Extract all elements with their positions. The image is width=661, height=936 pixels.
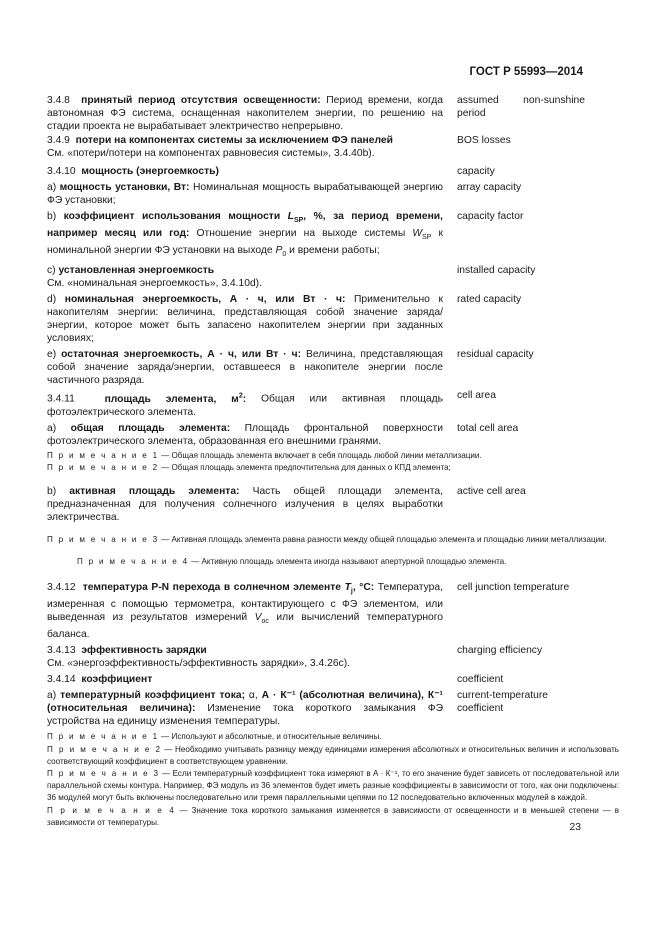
definition: и времени работы; — [286, 245, 380, 257]
term-part: , °С: — [352, 582, 375, 594]
term — [82, 582, 375, 596]
note-a1 — [47, 450, 619, 462]
subscript: oc — [261, 618, 269, 626]
note-text: — Если температурный коэффициент тока измеряют в А · К⁻¹, то его значение будет зависеть от последовательной или параллельной схемы контура. Например, ФЭ модуль из 36 элементов будет иметь разные коэффициенты в зависимости от того, как они подключены: 36 модулей могут быть включены последовательно или тремя параллельными цепями по 12 последовательно включенных модулей в каждой. — [47, 769, 619, 803]
term: установленная энергоемкость — [58, 265, 215, 277]
cross-reference: См. «номинальная энергоемкость», 3.4.10d). — [47, 278, 262, 290]
english-term: residual capacity — [457, 349, 534, 361]
english-term: assumed non-sunshine period — [457, 95, 585, 119]
note-c4 — [47, 805, 619, 829]
english-term: cell area — [457, 390, 496, 402]
entry-3-4-13 — [47, 644, 619, 670]
definition: Общая или активная площадь фотоэлектрического элемента. — [47, 393, 443, 418]
term: коэффициент — [81, 674, 153, 686]
item-mark: а) — [47, 690, 57, 702]
note-b3 — [47, 534, 619, 546]
item-mark: а) — [47, 182, 57, 193]
term: А · К⁻¹ (абсолютная величина), К⁻¹ (относительная величина): — [47, 690, 443, 715]
term: активная площадь элемента: — [69, 485, 240, 497]
english-term: installed capacity — [457, 265, 536, 277]
english-term: rated capacity — [457, 294, 522, 306]
term — [105, 394, 247, 405]
cross-reference: См. «энергоэффективность/эффективность зарядки», 3.4.26c). — [47, 658, 350, 670]
subscript: SP — [422, 234, 432, 242]
term: мощность установки, Вт: — [59, 182, 190, 193]
superscript: 2 — [238, 392, 243, 400]
term-part: , %, за период времени, например месяц или год: — [47, 211, 443, 240]
entry-number: 3.4.9 — [47, 135, 70, 146]
note-text: — Активная площадь элемента равна разности между общей площадью элемента и площадью линии металлизации. — [158, 534, 607, 544]
term: мощность (энергоемкость) — [81, 166, 219, 177]
note-label: П р и м е ч а н и е 3 — [47, 769, 160, 779]
note-label: П р и м е ч а н и е 2 — [47, 462, 159, 472]
note-b4 — [47, 556, 619, 568]
english-term: total cell area — [457, 422, 519, 434]
english-term: current-temperature coefficient — [457, 690, 548, 715]
term: потери на компонентах системы за исключением ФЭ панелей — [75, 135, 393, 146]
note-a2 — [47, 462, 619, 474]
definition: Величина, представляющая собой значение заряда/энергии, оставшееся в накопителе энергии после частичного разряда. — [47, 349, 443, 387]
item-mark: d) — [47, 294, 57, 306]
document-body — [47, 94, 619, 829]
entry-3-4-9 — [47, 134, 619, 160]
note-text: — Общая площадь элемента предпочтительна для данных о КПД элемента; — [158, 462, 451, 472]
note-label: П р и м е ч а н и е 3 — [47, 534, 159, 544]
term-part: коэффициент использования мощности — [63, 211, 288, 222]
definition: Номинальная мощность вырабатывающей энергию ФЭ установки; — [47, 182, 444, 206]
note-label: П р и м е ч а н и е 1 — [47, 732, 159, 742]
entry-number: 3.4.14 — [47, 674, 76, 686]
subscript: 0 — [282, 251, 287, 259]
note-c2 — [47, 744, 619, 768]
term: эффективность зарядки — [81, 645, 207, 657]
item-mark: а) — [47, 422, 57, 434]
entry-3-4-14 — [47, 673, 619, 686]
note-text: — Значение тока короткого замыкания изменяется в зависимости от освещенности и в меньшей степени — в зависимости от температуры. — [47, 805, 619, 827]
note-text: — Активную площадь элемента иногда называют апертурной площадью элемента. — [188, 557, 507, 567]
entry-3-4-10-c — [47, 264, 619, 290]
entry-3-4-8 — [47, 94, 619, 133]
note-label: П р и м е ч а н и е 2 — [47, 744, 162, 754]
term-part: : — [242, 393, 247, 405]
term-part: площадь элемента, м — [104, 393, 239, 405]
entry-number: 3.4.10 — [47, 166, 76, 177]
term: общая площадь элемента: — [70, 422, 231, 434]
symbol: L — [287, 211, 294, 222]
term: температурный коэффициент тока; — [60, 690, 246, 702]
entry-3-4-10-e — [47, 348, 619, 387]
english-term: active cell area — [457, 485, 526, 497]
term: номинальная энергоемкость, А · ч, или Вт · ч: — [64, 294, 346, 306]
definition: Период времени, когда автономная ФЭ система, оснащенная накопителем энергии, по решению на стадии проекта не вырабатывает электричество непрерывно. — [47, 95, 443, 132]
note-label: П р и м е ч а н и е 4 — [47, 805, 176, 815]
definition: Температура, измеренная с помощью термометра, контактирующего с ФЭ элементом, или выведенная из результатов измерений — [47, 582, 443, 624]
entry-3-4-10-d — [47, 293, 619, 345]
cross-reference: См. «потери/потери на компонентах равновесия системы», 3.4.40b). — [47, 148, 375, 159]
symbol: W — [412, 228, 423, 240]
term-part: температура P-N перехода в солнечном элементе — [82, 582, 345, 594]
entry-3-4-12 — [47, 581, 619, 641]
entry-3-4-11-b — [47, 485, 619, 524]
definition: Отношение энергии на выходе системы — [189, 228, 413, 240]
standard-header: ГОСТ Р 55993—2014 — [469, 66, 583, 78]
entry-3-4-10-a — [47, 181, 619, 207]
item-mark: b) — [47, 211, 57, 222]
entry-3-4-11 — [47, 389, 619, 418]
definition: Площадь фронтальной поверхности фотоэлектрического элемента, образованная его внешними гранями. — [47, 422, 443, 447]
entry-3-4-11-a — [47, 422, 619, 448]
item-mark: с) — [47, 265, 56, 277]
note-text: — Необходимо учитывать разницу между единицами измерения абсолютных и относительных величин и использовать соответствующий коэффициент в соответствующем уравнении. — [47, 744, 620, 766]
english-term: cell junction temperature — [457, 582, 570, 594]
subscript: j — [350, 588, 353, 596]
entry-number: 3.4.12 — [47, 582, 76, 594]
symbol: T — [344, 582, 351, 594]
english-term: capacity — [457, 166, 495, 177]
definition: Применительно к накопителям энергии: величина, представляющая собой значение заряда/энергии, которое может быть запасено накопителем энергии при заданных условиях; — [47, 294, 443, 345]
entry-number: 3.4.13 — [47, 645, 76, 657]
term: остаточная энергоемкость, А · ч, или Вт · ч: — [61, 349, 302, 361]
term: принятый период отсутствия освещенности: — [81, 95, 321, 106]
definition: к номинальной энергии ФЭ установки на выходе — [47, 228, 443, 257]
note-text: — Используют и абсолютные, и относительные величины. — [158, 732, 382, 742]
entry-3-4-14-a — [47, 689, 619, 728]
entry-number: 3.4.11 — [47, 393, 75, 405]
symbol: V — [254, 612, 262, 624]
definition: или вычислений температурного баланса. — [47, 612, 443, 641]
entry-3-4-10-b — [47, 210, 619, 261]
symbol: P — [275, 245, 283, 257]
entry-3-4-10 — [47, 165, 619, 178]
english-term: coefficient — [457, 674, 504, 686]
note-c1 — [47, 731, 619, 743]
definition: Часть общей площади элемента, предназначенная для получения солнечного излучения в целях выработки электричества. — [47, 485, 443, 523]
entry-number: 3.4.8 — [47, 95, 70, 106]
definition: Изменение тока короткого замыкания ФЭ устройства на единицу изменения температуры. — [47, 703, 444, 728]
english-term: BOS losses — [457, 135, 511, 146]
note-label: П р и м е ч а н и е 4 — [77, 557, 189, 567]
note-text: — Общая площадь элемента включает в себя площадь любой линии металлизации. — [158, 450, 482, 460]
subscript: SP — [293, 217, 304, 225]
english-term: charging efficiency — [457, 645, 543, 657]
note-label: П р и м е ч а н и е 1 — [47, 450, 159, 460]
symbol: α, — [245, 690, 262, 702]
item-mark: b) — [47, 485, 57, 497]
note-c3 — [47, 768, 619, 805]
english-term: capacity factor — [457, 211, 524, 222]
english-term: array capacity — [457, 182, 522, 193]
page-number: 23 — [569, 822, 581, 833]
item-mark: е) — [47, 349, 57, 361]
